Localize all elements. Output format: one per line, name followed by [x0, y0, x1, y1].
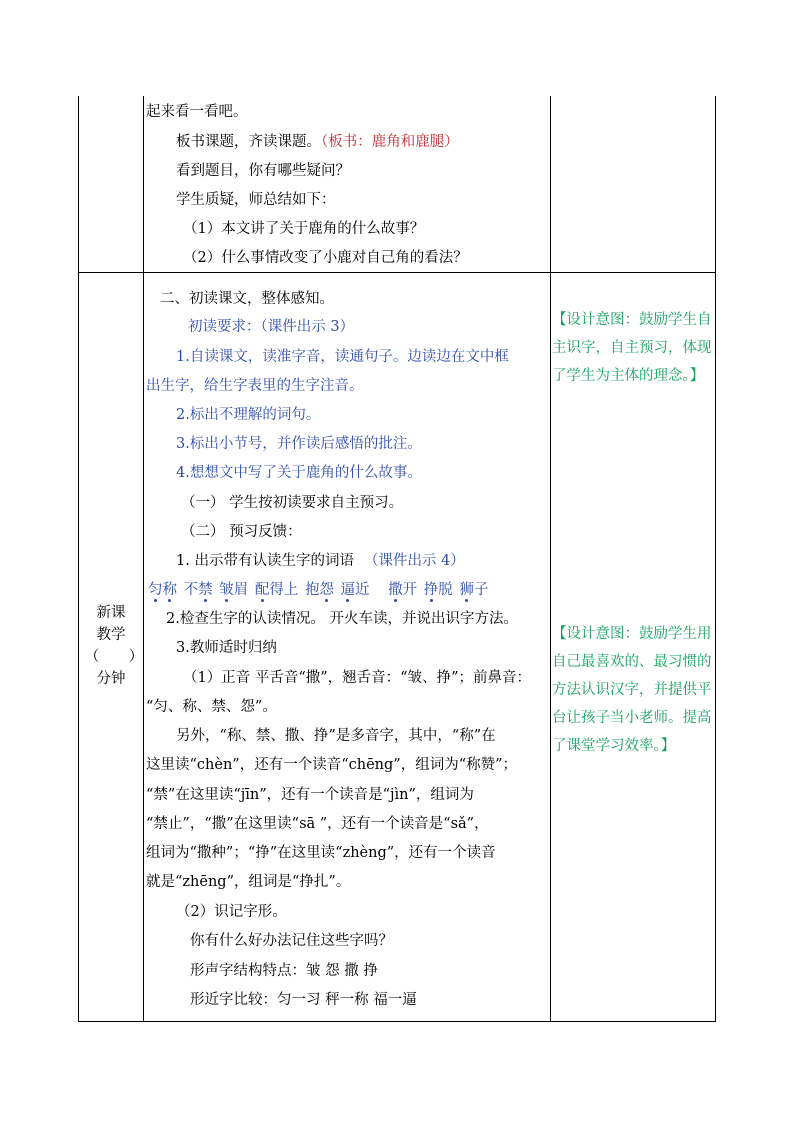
word-zhoumei: 皱眉	[219, 582, 249, 598]
table-border-right	[715, 96, 716, 1022]
requirements-title: 初读要求：（课件出示 3）	[188, 319, 355, 335]
item-2: 2.检查生字的认读情况。 开火车读，并说出识字方法。	[166, 611, 518, 627]
paragraph-2a: 另外，“称、禁、撒、挣”是多音字，其中，“称”在	[176, 728, 496, 744]
word-yunchen	[148, 582, 177, 598]
word-peideshang: 配得上	[254, 582, 299, 598]
table-border-col2	[550, 96, 551, 1022]
word-shizi-c1: 狮	[459, 582, 474, 598]
row1-line-1: 起来看一看吧。	[146, 104, 248, 120]
row1-line-4: 学生质疑，师总结如下：	[176, 192, 336, 208]
paragraph-2d: “禁止”，“撒”在这里读“sā ”，还有一个读音是“sǎ”，	[146, 816, 489, 832]
word-sakai-c1: 撒	[388, 582, 403, 598]
requirement-1b: 出生字，给生字表里的生字注音。	[146, 378, 364, 394]
word-zhoumei-c1: 皱	[219, 582, 234, 598]
word-zhengtuo: 挣脱	[423, 582, 453, 598]
paragraph-5: 形声字结构特点：皱 怨 撒 挣	[190, 963, 378, 979]
row1-line-2	[176, 133, 459, 152]
word-shizi: 狮子	[459, 582, 489, 598]
requirement-2: 2.标出不理解的词句。	[176, 407, 321, 423]
word-sakai: 撒开	[388, 582, 418, 598]
step-1: （一） 学生按初读要求自主预习。	[181, 495, 404, 511]
step-2: （二） 预习反馈：	[181, 524, 302, 540]
word-yunchen-c1: 匀	[148, 582, 163, 598]
paragraph-4: 你有什么好办法记住这些字吗？	[190, 933, 393, 949]
vocabulary-words	[148, 581, 488, 600]
row1-line-6: （2）什么事情改变了小鹿对自己角的看法？	[183, 250, 468, 266]
section-label-paren-open: （	[84, 649, 100, 665]
paragraph-2c: “禁”在这里读“jīn”，还有一个读音是“jìn”，组词为	[146, 787, 474, 803]
paragraph-1a: （1）正音 平舌音“撒”，翘舌音：“皱、挣”；前鼻音：	[183, 670, 531, 686]
item-3: 3.教师适时归纳	[176, 640, 277, 656]
row1-line-3: 看到题目，你有哪些疑问？	[176, 163, 350, 179]
board-note: （板书：鹿角和鹿腿）	[321, 134, 459, 150]
table-border-bottom	[78, 1021, 716, 1022]
paragraph-6: 形近字比较：匀一习 秤一称 福一逼	[190, 992, 417, 1008]
requirement-1a: 1.自读课文，读准字音，读通句子。边读边在文中框	[176, 349, 509, 365]
item-1-note: （课件出示 4）	[363, 553, 465, 569]
requirement-4: 4.想想文中写了关于鹿角的什么故事。	[176, 465, 422, 481]
word-bijin-c1: 逼	[340, 582, 356, 598]
paragraph-2b: 这里读“chèn”，还有一个读音“chēng”，组词为“称赞”；	[146, 757, 518, 773]
paragraph-3: （2）识记字形。	[176, 904, 287, 920]
word-baoyuan-c2: 怨	[319, 582, 334, 598]
paragraph-1b: “匀、称、禁、怨”。	[146, 699, 277, 715]
word-baoyuan: 抱怨	[304, 582, 334, 598]
row-divider	[78, 272, 716, 273]
word-bujin: 不禁	[183, 582, 213, 598]
item-1	[176, 552, 465, 571]
section-title: 二、初读课文，整体感知。	[160, 291, 334, 307]
word-yunchen-c2: 称	[162, 582, 177, 598]
section-label-paren-close: ）	[128, 649, 144, 665]
section-label-3: 分钟	[96, 671, 126, 687]
word-peideshang-c1: 配	[254, 582, 270, 598]
row1-line-5: （1）本文讲了关于鹿角的什么故事？	[183, 221, 425, 237]
requirement-3: 3.标出小节号，并作读后感悟的批注。	[176, 436, 422, 452]
design-intent-2: 【设计意图：鼓励学生用自己最喜欢的、最习惯的方法认识汉字，并提供平台让孩子当小老师。提高了课堂学习效率。】	[552, 626, 712, 754]
row1-line-2-text: 板书课题，齐读课题。	[176, 134, 321, 150]
word-zhengtuo-c1: 挣	[423, 582, 439, 598]
table-border-left	[78, 96, 79, 1022]
design-intent-1: 【设计意图：鼓励学生自主识字，自主预习，体现了学生为主体的理念。】	[552, 312, 712, 384]
word-bujin-c2: 禁	[198, 582, 213, 598]
section-label-2: 教学	[96, 627, 126, 643]
item-1-text: 1. 出示带有认读生字的词语	[176, 553, 354, 569]
paragraph-2f: 就是“zhēng”，组词是“挣扎”。	[146, 874, 351, 890]
paragraph-2e: 组词为“撒种”；“挣”在这里读“zhèng”，还有一个读音	[146, 845, 496, 861]
section-label-1: 新课	[96, 605, 126, 621]
table-border-col1	[143, 96, 144, 1022]
word-bijin: 逼近	[340, 582, 370, 598]
